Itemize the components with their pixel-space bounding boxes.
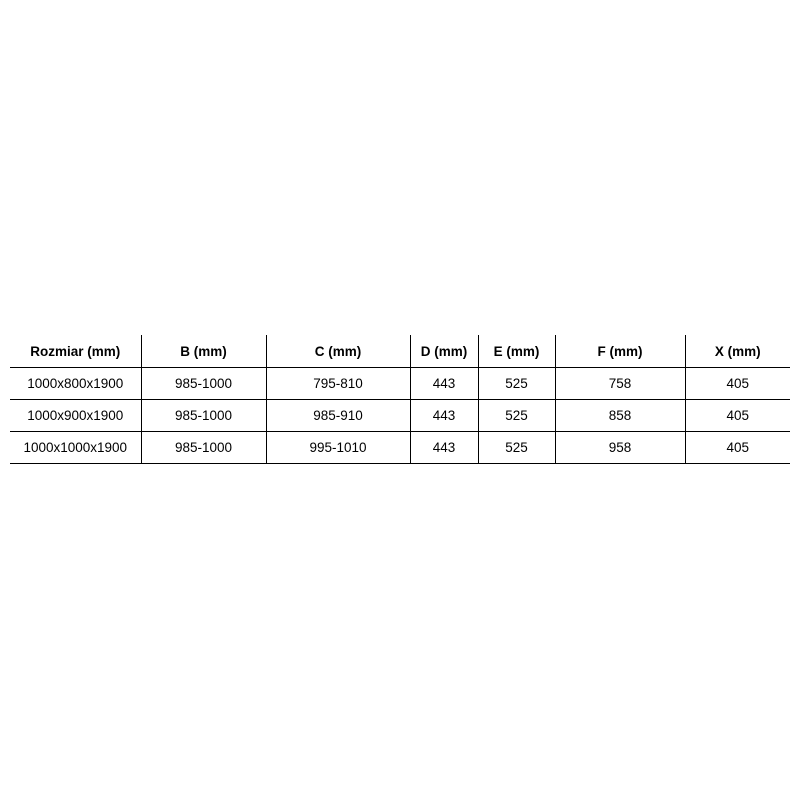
column-header-b: B (mm) <box>141 335 266 368</box>
table-cell-c: 795-810 <box>266 368 410 400</box>
table-cell-f: 958 <box>555 432 685 464</box>
table-cell-x: 405 <box>685 400 790 432</box>
column-header-e: E (mm) <box>478 335 555 368</box>
table-cell-d: 443 <box>410 400 478 432</box>
table-row <box>10 432 790 464</box>
table-cell-b: 985-1000 <box>141 400 266 432</box>
table-cell-rozmiar: 1000x900x1900 <box>10 400 141 432</box>
table-header-row <box>10 335 790 368</box>
table-cell-e: 525 <box>478 368 555 400</box>
table-row <box>10 400 790 432</box>
size-spec-table <box>10 335 790 464</box>
table-cell-b: 985-1000 <box>141 432 266 464</box>
table-cell-b: 985-1000 <box>141 368 266 400</box>
table-cell-x: 405 <box>685 368 790 400</box>
column-header-rozmiar: Rozmiar (mm) <box>10 335 141 368</box>
table-cell-f: 858 <box>555 400 685 432</box>
table-cell-rozmiar: 1000x800x1900 <box>10 368 141 400</box>
table-cell-c: 995-1010 <box>266 432 410 464</box>
column-header-c: C (mm) <box>266 335 410 368</box>
table-cell-e: 525 <box>478 432 555 464</box>
column-header-f: F (mm) <box>555 335 685 368</box>
table-cell-c: 985-910 <box>266 400 410 432</box>
table-cell-e: 525 <box>478 400 555 432</box>
table-cell-x: 405 <box>685 432 790 464</box>
spec-table-container <box>10 335 790 464</box>
table-row <box>10 368 790 400</box>
table-cell-f: 758 <box>555 368 685 400</box>
table-cell-d: 443 <box>410 368 478 400</box>
table-cell-d: 443 <box>410 432 478 464</box>
table-cell-rozmiar: 1000x1000x1900 <box>10 432 141 464</box>
column-header-d: D (mm) <box>410 335 478 368</box>
column-header-x: X (mm) <box>685 335 790 368</box>
